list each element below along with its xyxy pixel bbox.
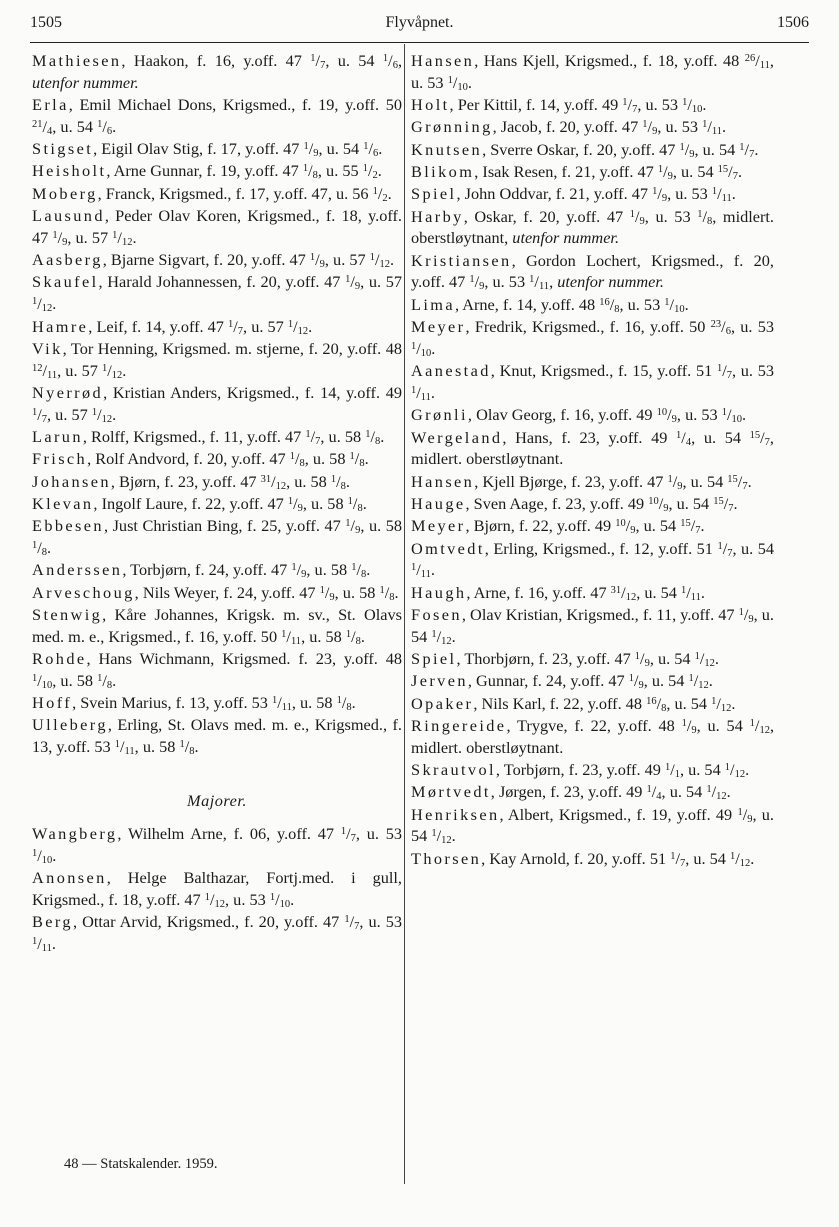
date-fraction: $^1/_9$	[657, 161, 673, 182]
date-fraction: $^1/_9$	[634, 649, 650, 670]
officer-surname: Aanestad	[411, 361, 491, 381]
officer-entry	[411, 294, 774, 316]
officer-entry	[32, 426, 402, 448]
officer-details: , Arne Gunnar, f. 19, y.off. 47 $^1/_8$, u. 55 $^1/_2$.	[106, 161, 382, 182]
date-fraction: $^1/_{10}$	[682, 95, 703, 116]
officer-entry	[411, 781, 774, 803]
date-fraction: $^1/_{10}$	[411, 338, 432, 359]
officer-details: , Peder Olav Koren, Krigsmed., f. 18, y.off. 47 $^1/_9$, u. 57 $^1/_{12}$.	[32, 206, 402, 248]
officer-details: , Ottar Arvid, Krigsmed., f. 20, y.off. 47 $^1/_7$, u. 53 $^1/_{11}$.	[32, 911, 402, 954]
officer-entry	[411, 360, 774, 404]
officer-surname: Haugh	[411, 582, 467, 602]
date-fraction: $^{26}/_{11}$	[744, 51, 770, 71]
date-fraction: $^{23}/_6$	[710, 317, 731, 338]
officer-surname: Hauge	[411, 493, 466, 513]
officer-entry	[411, 250, 774, 294]
date-fraction: $^1/_8$	[179, 737, 195, 758]
officer-details: , Rolf Andvord, f. 20, y.off. 47 $^1/_8$, u. 58 $^1/_8$.	[87, 449, 369, 470]
date-fraction: $^1/_7$	[32, 404, 48, 425]
officer-details: , Eigil Olav Stig, f. 17, y.off. 47 $^1/_9$, u. 54 $^1/_6$.	[93, 139, 383, 160]
date-fraction: $^1/_{12}$	[32, 294, 53, 315]
officer-entry	[32, 271, 402, 315]
officer-entry	[411, 582, 774, 604]
date-fraction: $^{10}/_9$	[656, 405, 677, 426]
date-fraction: $^1/_4$	[676, 427, 692, 448]
officer-entry	[32, 471, 402, 493]
officer-entry	[32, 692, 402, 714]
officer-entry	[32, 205, 402, 249]
officer-surname: Kristiansen	[411, 250, 512, 270]
date-fraction: $^1/_9$	[319, 582, 335, 603]
officer-note: utenfor nummer.	[32, 72, 139, 92]
officer-details: , Torbjørn, f. 24, y.off. 47 $^1/_9$, u. 58 $^1/_8$.	[122, 560, 371, 581]
officer-surname: Vik	[32, 338, 63, 358]
officer-surname: Hansen	[411, 471, 475, 491]
date-fraction: $^1/_{12}$	[101, 360, 123, 381]
officer-entry	[32, 582, 402, 604]
officer-surname: Berg	[32, 911, 73, 931]
officer-details: , Kristian Anders, Krigsmed., f. 14, y.off. 49 $^1/_7$, u. 57 $^1/_{12}$.	[32, 382, 402, 425]
officer-surname: Stigset	[32, 139, 94, 159]
officer-surname: Ringereide	[411, 715, 507, 735]
date-fraction: $^1/_{12}$	[688, 671, 709, 692]
officer-surname: Thorsen	[411, 848, 482, 868]
officer-surname: Mørtvedt	[411, 782, 491, 802]
officer-entry	[411, 116, 774, 138]
date-fraction: $^1/_9$	[309, 250, 325, 271]
officer-entry	[411, 515, 774, 537]
date-fraction: $^1/_9$	[652, 184, 668, 205]
date-fraction: $^1/_9$	[737, 804, 753, 825]
date-fraction: $^1/_7$	[310, 51, 326, 71]
officer-surname: Nyerrød	[32, 382, 104, 402]
officer-entry	[32, 559, 402, 581]
date-fraction: $^1/_{11}$	[702, 117, 722, 138]
date-fraction: $^{15}/_7$	[717, 161, 738, 182]
date-fraction: $^1/_8$	[365, 427, 381, 448]
officer-details: , Just Christian Bing, f. 25, y.off. 47 $^1/_9$, u. 58 $^1/_8$.	[32, 516, 403, 559]
officer-surname: Skrautvol	[411, 760, 496, 779]
date-fraction: $^{31}/_{12}$	[260, 471, 287, 492]
date-fraction: $^1/_{11}$	[411, 382, 431, 403]
officer-details: , Torbjørn, f. 23, y.off. 49 $^1/_1$, u. 54 $^1/_{12}$.	[495, 760, 750, 780]
date-fraction: $^1/_7$	[340, 823, 356, 844]
date-fraction: $^1/_8$	[379, 582, 395, 603]
officer-details: , Franck, Krigsmed., f. 17, y.off. 47, u. 56 $^1/_2$.	[97, 183, 392, 204]
officer-surname: Meyer	[411, 317, 466, 337]
date-fraction: $^1/_6$	[363, 139, 379, 160]
officer-entry	[411, 848, 774, 870]
date-fraction: $^1/_{11}$	[271, 693, 292, 714]
page-number-left: 1505	[30, 14, 62, 31]
officer-surname: Harby	[411, 206, 464, 226]
date-fraction: $^1/_7$	[305, 427, 321, 448]
officer-entry	[411, 715, 774, 759]
officer-entry	[32, 138, 402, 160]
officer-details: , Sverre Oskar, f. 20, y.off. 47 $^1/_9$, u. 54 $^1/_7$.	[482, 139, 759, 160]
officer-entry	[32, 911, 402, 955]
officer-details: , Arne, f. 16, y.off. 47 $^{31}/_{12}$, u. 54 $^1/_{11}$.	[466, 582, 705, 603]
date-fraction: $^1/_7$	[622, 95, 638, 116]
officer-surname: Grønli	[411, 405, 468, 425]
date-fraction: $^{16}/_8$	[646, 693, 667, 714]
date-fraction: $^1/_{11}$	[411, 560, 431, 581]
officer-entry	[32, 183, 402, 205]
officer-surname: Anderssen	[32, 560, 123, 580]
officer-details: , Nils Weyer, f. 24, y.off. 47 $^1/_9$, u. 58 $^1/_8$.	[134, 582, 399, 603]
officer-surname: Meyer	[411, 516, 466, 536]
date-fraction: $^1/_{12}$	[694, 649, 715, 670]
officer-details: , Trygve, f. 22, y.off. 48 $^1/_9$, u. 54 $^1/_{12}$, midlert. oberstløytnant.	[411, 715, 775, 757]
officer-surname: Fosen	[411, 604, 462, 624]
officer-entry	[411, 183, 774, 205]
date-fraction: $^1/_{12}$	[431, 626, 452, 647]
officer-surname: Hansen	[411, 51, 475, 70]
officer-entry	[411, 693, 774, 715]
officer-entry	[32, 448, 402, 470]
date-fraction: $^1/_{12}$	[749, 715, 770, 736]
officer-entry	[411, 759, 774, 781]
date-fraction: $^1/_7$	[670, 848, 686, 869]
officer-entry	[32, 160, 402, 182]
majorer-entry-list	[32, 823, 402, 955]
date-fraction: $^1/_{12}$	[112, 227, 133, 248]
date-fraction: $^1/_1$	[664, 760, 680, 780]
officer-details: , Svein Marius, f. 13, y.off. 53 $^1/_{11}$, u. 58 $^1/_8$.	[72, 693, 356, 714]
date-fraction: $^1/_8$	[289, 449, 305, 470]
officer-details: , Nils Karl, f. 22, y.off. 48 $^{16}/_8$, u. 54 $^1/_{12}$.	[473, 693, 736, 714]
officer-details: , Kay Arnold, f. 20, y.off. 51 $^1/_7$, u. 54 $^1/_{12}$.	[481, 848, 755, 869]
officer-entry	[411, 139, 774, 161]
officer-surname: Jerven	[411, 671, 468, 691]
officer-details: , Isak Resen, f. 21, y.off. 47 $^1/_9$, u. 54 $^{15}/_7$.	[474, 161, 743, 182]
officer-details: , Hans Wichmann, Krigsmed. f. 23, y.off. 48 $^1/_{10}$, u. 58 $^1/_8$.	[32, 649, 402, 691]
officer-surname: Johansen	[32, 471, 111, 491]
date-fraction: $^1/_8$	[345, 626, 361, 647]
right-column	[411, 50, 774, 870]
officer-details: , Erling, Krigsmed., f. 12, y.off. 51 $^1/_7$, u. 54 $^1/_{11}$.	[411, 538, 775, 581]
officer-surname: Grønning	[411, 117, 493, 137]
page-footer: 48 — Statskalender. 1959.	[64, 1156, 218, 1172]
date-fraction: $^1/_{10}$	[664, 294, 685, 315]
date-fraction: $^1/_{10}$	[721, 405, 742, 426]
officer-entry	[411, 604, 774, 648]
date-fraction: $^{15}/_7$	[727, 471, 748, 492]
officer-surname: Mathiesen	[32, 51, 122, 70]
officer-details: , Hans, f. 23, y.off. 49 $^1/_4$, u. 54 $^{15}/_7$, midlert. oberstløytnant.	[411, 427, 774, 469]
officer-surname: Spiel	[411, 184, 457, 204]
officer-entry	[32, 50, 402, 94]
officer-details: , Bjørn, f. 23, y.off. 47 $^{31}/_{12}$, u. 58 $^1/_8$.	[110, 471, 350, 492]
officer-entry	[411, 471, 774, 493]
date-fraction: $^1/_7$	[739, 139, 755, 160]
date-fraction: $^1/_9$	[345, 516, 361, 537]
officer-entry	[32, 249, 402, 271]
date-fraction: $^1/_7$	[228, 316, 244, 337]
date-fraction: $^1/_{10}$	[269, 889, 291, 910]
officer-details: , John Oddvar, f. 21, y.off. 47 $^1/_9$, u. 53 $^1/_{11}$.	[456, 184, 736, 205]
officer-details: , Bjarne Sigvart, f. 20, y.off. 47 $^1/_9$, u. 57 $^1/_{12}$.	[102, 250, 395, 271]
officer-surname: Wergeland	[411, 427, 503, 447]
running-title: Flyvåpnet.	[385, 14, 454, 31]
page-number-right: 1506	[777, 14, 809, 31]
officer-entry	[32, 338, 402, 382]
date-fraction: $^1/_9$	[345, 272, 361, 293]
date-fraction: $^1/_8$	[697, 206, 713, 227]
officer-surname: Klevan	[32, 493, 94, 513]
officer-surname: Erla	[32, 95, 69, 115]
officer-note: utenfor nummer.	[557, 272, 664, 292]
officer-surname: Lausund	[32, 206, 105, 226]
officer-surname: Skaufel	[32, 272, 99, 292]
officer-details: , Olav Georg, f. 16, y.off. 49 $^{10}/_9$, u. 53 $^1/_{10}$.	[467, 405, 747, 426]
officer-surname: Anonsen	[32, 867, 107, 887]
officer-details: , Gordon Lochert, Krigsmed., f. 20, y.off. 47 $^1/_9$, u. 53 $^1/_{11}$,	[411, 250, 774, 293]
officer-surname: Henriksen	[411, 804, 500, 824]
date-fraction: $^1/_7$	[344, 911, 360, 932]
officer-surname: Spiel	[411, 649, 457, 669]
left-column	[32, 50, 402, 955]
officer-details: , Harald Johannessen, f. 20, y.off. 47 $^1/_9$, u. 57 $^1/_{12}$.	[32, 272, 403, 315]
officer-details: , Leif, f. 14, y.off. 47 $^1/_7$, u. 57 $^1/_{12}$.	[88, 316, 313, 337]
officer-entry	[411, 161, 774, 183]
officer-details: , Ingolf Laure, f. 22, y.off. 47 $^1/_9$, u. 58 $^1/_8$.	[93, 493, 367, 514]
date-fraction: $^1/_{12}$	[724, 760, 746, 780]
date-fraction: $^1/_9$	[642, 117, 658, 138]
officer-surname: Holt	[411, 95, 450, 115]
date-fraction: $^1/_{11}$	[114, 737, 135, 758]
date-fraction: $^1/_{12}$	[706, 782, 727, 803]
date-fraction: $^1/_9$	[629, 206, 645, 227]
officer-entry	[32, 604, 402, 648]
officer-details: , Tor Henning, Krigsmed. m. stjerne, f. 20, y.off. 48 $^{12}/_{11}$, u. 57 $^1/_{12}$.	[32, 338, 402, 381]
officer-entry	[411, 316, 774, 360]
officer-entry	[32, 316, 402, 338]
date-fraction: $^1/_{12}$	[431, 826, 452, 847]
date-fraction: $^1/_8$	[351, 560, 367, 581]
date-fraction: $^1/_2$	[372, 183, 388, 204]
date-fraction: $^1/_9$	[52, 227, 68, 248]
officer-details: , Thorbjørn, f. 23, y.off. 47 $^1/_9$, u. 54 $^1/_{12}$.	[456, 649, 719, 670]
column-divider	[404, 44, 405, 1184]
right-entry-list	[411, 50, 774, 869]
section-heading: Majorer.	[187, 791, 247, 810]
officer-details: , Erling, St. Olavs med. m. e., Krigsmed., f. 13, y.off. 53 $^1/_{11}$, u. 58 $^1/_8$.	[32, 715, 402, 758]
officer-surname: Stenwig	[32, 604, 103, 624]
date-fraction: $^1/_9$	[628, 671, 644, 692]
officer-entry	[411, 493, 774, 515]
officer-details: , Hans Kjell, Krigsmed., f. 18, y.off. 48 $^{26}/_{11}$, u. 53 $^1/_{10}$.	[411, 51, 774, 93]
officer-entry	[32, 867, 402, 911]
date-fraction: $^1/_9$	[469, 272, 485, 293]
date-fraction: $^1/_9$	[291, 560, 307, 581]
officer-entry	[411, 94, 774, 116]
officer-entry	[411, 538, 774, 582]
date-fraction: $^1/_{10}$	[32, 670, 53, 691]
date-fraction: $^1/_4$	[646, 782, 662, 803]
left-entry-list	[32, 50, 402, 758]
date-fraction: $^1/_7$	[717, 538, 733, 559]
date-fraction: $^{15}/_7$	[749, 427, 770, 448]
officer-surname: Aasberg	[32, 250, 103, 270]
officer-details: , Helge Balthazar, Fortj.med. i gull, Krigsmed., f. 18, y.off. 47 $^1/_{12}$, u. 53 $^1/_{10}$.	[32, 867, 402, 910]
officer-surname: Knutsen	[411, 139, 483, 159]
officer-details: , Fredrik, Krigsmed., f. 16, y.off. 50 $^{23}/_6$, u. 53 $^1/_{10}$.	[411, 317, 775, 359]
date-fraction: $^1/_{10}$	[447, 72, 468, 93]
officer-entry	[411, 648, 774, 670]
date-fraction: $^1/_6$	[382, 51, 398, 71]
officer-entry	[411, 206, 774, 250]
date-fraction: $^1/_{10}$	[32, 845, 53, 866]
date-fraction: $^1/_8$	[302, 161, 318, 182]
officer-surname: Hoff	[32, 693, 73, 713]
officer-surname: Blikom	[411, 161, 475, 181]
officer-entry	[32, 714, 402, 758]
date-fraction: $^1/_8$	[32, 538, 48, 559]
date-fraction: $^1/_8$	[336, 693, 352, 714]
date-fraction: $^1/_{12}$	[204, 889, 226, 910]
officer-details: , Emil Michael Dons, Krigsmed., f. 19, y.off. 50 $^{21}/_4$, u. 54 $^1/_6$.	[32, 95, 402, 137]
date-fraction: $^1/_{11}$	[711, 184, 732, 205]
officer-entry	[32, 94, 402, 138]
date-fraction: $^1/_8$	[97, 670, 113, 691]
officer-surname: Wangberg	[32, 823, 118, 843]
officer-details: , Sven Aage, f. 23, y.off. 49 $^{10}/_9$, u. 54 $^{15}/_7$.	[465, 493, 738, 514]
officer-surname: Moberg	[32, 183, 98, 203]
officer-entry	[32, 382, 402, 426]
officer-details: , Haakon, f. 16, y.off. 47 $^1/_7$, u. 54 $^1/_6$,	[121, 51, 403, 71]
date-fraction: $^1/_6$	[97, 116, 113, 137]
officer-surname: Larun	[32, 427, 83, 447]
date-fraction: $^1/_{12}$	[287, 316, 309, 337]
date-fraction: $^1/_2$	[362, 161, 378, 182]
officer-entry	[32, 515, 402, 559]
officer-surname: Hamre	[32, 316, 89, 336]
date-fraction: $^1/_9$	[679, 139, 695, 160]
officer-details: , Kåre Johannes, Krigsk. m. sv., St. Olavs med. m. e., Krigsmed., f. 16, y.off. 50 $^1/_{11}$, u. 58 $^1/_8$.	[32, 604, 402, 647]
date-fraction: $^{12}/_{11}$	[32, 360, 58, 381]
officer-surname: Rohde	[32, 649, 87, 669]
officer-surname: Lima	[411, 294, 455, 314]
officer-entry	[411, 50, 774, 94]
officer-surname: Opaker	[411, 693, 474, 713]
officer-details: , Kjell Bjørge, f. 23, y.off. 47 $^1/_9$, u. 54 $^{15}/_7$.	[474, 471, 752, 492]
date-fraction: $^1/_{11}$	[32, 933, 52, 954]
officer-surname: Ebbesen	[32, 516, 104, 536]
officer-details: , Oskar, f. 20, y.off. 47 $^1/_9$, u. 53 $^1/_8$, midlert. oberstløytnant,	[411, 206, 774, 248]
officer-surname: Frisch	[32, 449, 88, 469]
date-fraction: $^1/_7$	[716, 361, 732, 382]
date-fraction: $^1/_{11}$	[680, 582, 701, 603]
date-fraction: $^{10}/_9$	[615, 516, 636, 537]
officer-details: , Jørgen, f. 23, y.off. 49 $^1/_4$, u. 54 $^1/_{12}$.	[490, 782, 731, 803]
officer-details: , Per Kittil, f. 14, y.off. 49 $^1/_7$, u. 53 $^1/_{10}$.	[449, 95, 707, 116]
officer-surname: Omtvedt	[411, 538, 485, 558]
date-fraction: $^{15}/_7$	[680, 516, 701, 537]
date-fraction: $^1/_{11}$	[529, 272, 550, 293]
date-fraction: $^1/_{11}$	[281, 626, 302, 647]
date-fraction: $^{21}/_4$	[32, 116, 53, 137]
officer-details: , Arne, f. 14, y.off. 48 $^{16}/_8$, u. 53 $^1/_{10}$.	[454, 294, 689, 315]
officer-note: utenfor nummer.	[512, 228, 620, 248]
date-fraction: $^{15}/_7$	[713, 493, 734, 514]
officer-entry	[411, 804, 774, 848]
date-fraction: $^1/_9$	[681, 715, 697, 736]
date-fraction: $^1/_9$	[667, 471, 683, 492]
date-fraction: $^1/_8$	[349, 449, 365, 470]
officer-details: , Knut, Krigsmed., f. 15, y.off. 51 $^1/_7$, u. 53 $^1/_{11}$.	[411, 361, 774, 403]
header-rule	[30, 42, 809, 43]
officer-details: , Jacob, f. 20, y.off. 47 $^1/_9$, u. 53 $^1/_{11}$.	[492, 117, 727, 138]
date-fraction: $^1/_9$	[303, 139, 319, 160]
date-fraction: $^1/_{12}$	[91, 404, 113, 425]
officer-surname: Arveschoug	[32, 582, 135, 602]
officer-details: , Wilhelm Arne, f. 06, y.off. 47 $^1/_7$, u. 53 $^1/_{10}$.	[32, 823, 403, 866]
officer-surname: Heisholt	[32, 161, 107, 181]
officer-entry	[411, 670, 774, 692]
date-fraction: $^1/_8$	[347, 493, 363, 514]
date-fraction: $^1/_{12}$	[730, 848, 751, 869]
officer-details: , Rolff, Krigsmed., f. 11, y.off. 47 $^1/_7$, u. 58 $^1/_8$.	[82, 427, 385, 448]
date-fraction: $^1/_9$	[738, 604, 754, 625]
date-fraction: $^1/_{12}$	[369, 250, 390, 271]
officer-details: , Olav Kristian, Krigsmed., f. 11, y.off. 47 $^1/_9$, u. 54 $^1/_{12}$.	[411, 604, 774, 647]
page-header	[30, 14, 809, 38]
officer-entry	[32, 823, 402, 867]
officer-surname: Ulleberg	[32, 715, 108, 735]
date-fraction: $^{31}/_{12}$	[610, 582, 637, 603]
date-fraction: $^1/_9$	[287, 493, 303, 514]
officer-entry	[32, 648, 402, 692]
officer-entry	[411, 427, 774, 471]
officer-details: , Gunnar, f. 24, y.off. 47 $^1/_9$, u. 54 $^1/_{12}$.	[467, 671, 713, 692]
date-fraction: $^{10}/_9$	[648, 493, 669, 514]
officer-entry	[411, 404, 774, 426]
officer-details: , Albert, Krigsmed., f. 19, y.off. 49 $^1/_9$, u. 54 $^1/_{12}$.	[411, 804, 774, 847]
date-fraction: $^1/_{12}$	[711, 693, 732, 714]
officer-details: , Bjørn, f. 22, y.off. 49 $^{10}/_9$, u. 54 $^{15}/_7$.	[465, 516, 705, 537]
date-fraction: $^1/_8$	[330, 471, 346, 492]
date-fraction: $^{16}/_8$	[599, 294, 620, 315]
officer-entry	[32, 493, 402, 515]
